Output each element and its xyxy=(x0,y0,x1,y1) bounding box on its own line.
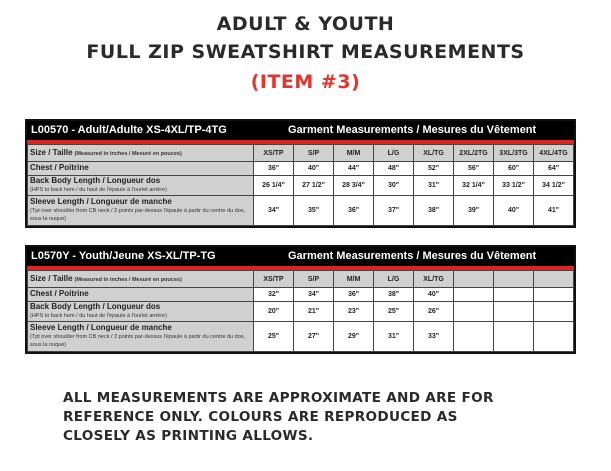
value-cell: 36" xyxy=(254,162,294,176)
value-cell: 36" xyxy=(334,288,374,302)
disclaimer xyxy=(63,389,583,446)
value-cell: 38" xyxy=(374,288,414,302)
value-cell: 33" xyxy=(414,322,454,352)
youth-chest-row xyxy=(28,288,574,302)
value-cell: 35" xyxy=(294,196,334,226)
empty-cell xyxy=(534,288,574,302)
row-label xyxy=(28,176,254,196)
size-label: Size / Taille xyxy=(30,147,73,157)
adult-style-code: L00570 - Adult/Adulte XS-4XL/TP-4TG xyxy=(31,124,227,136)
size-cell: XS/TP xyxy=(254,145,294,162)
youth-size-table xyxy=(25,245,576,354)
youth-size-label-cell xyxy=(28,271,254,288)
value-cell: 31" xyxy=(414,176,454,196)
adult-size-table xyxy=(25,119,576,228)
value-cell: 64" xyxy=(534,162,574,176)
heading-line-1: ADULT & YOUTH xyxy=(216,13,395,35)
empty-cell xyxy=(534,271,574,288)
value-cell: 25" xyxy=(374,302,414,322)
size-cell: S/P xyxy=(294,271,334,288)
youth-garment-header: Garment Measurements / Mesures du Vêtement xyxy=(288,250,537,262)
value-cell: 36" xyxy=(334,196,374,226)
row-label xyxy=(28,288,254,302)
adult-size-label-cell xyxy=(28,145,254,162)
value-cell: 27" xyxy=(294,322,334,352)
value-cell: 40" xyxy=(294,162,334,176)
row-label-text: Back Body Length / Longueur dos xyxy=(30,302,161,311)
value-cell: 40" xyxy=(414,288,454,302)
size-cell: 3XL/3TG xyxy=(494,145,534,162)
size-cell: XS/TP xyxy=(254,271,294,288)
value-cell: 37" xyxy=(374,196,414,226)
size-note: (Measured in inches / Mesuré en pouces) xyxy=(74,276,182,283)
value-cell: 52" xyxy=(414,162,454,176)
value-cell: 34 1/2" xyxy=(534,176,574,196)
youth-sleeve-length-row xyxy=(28,322,574,352)
value-cell: 56" xyxy=(454,162,494,176)
value-cell: 39" xyxy=(454,196,494,226)
size-cell: M/M xyxy=(334,271,374,288)
empty-cell xyxy=(534,302,574,322)
row-label xyxy=(28,196,254,226)
value-cell: 60" xyxy=(494,162,534,176)
row-note: (Tpt over shoulder from CB neck / 3 points par-dessus l'épaule à partir du centre du dos, sous la nuque) xyxy=(30,208,246,222)
value-cell: 40" xyxy=(494,196,534,226)
size-cell: L/G xyxy=(374,271,414,288)
disclaimer-line-1: ALL MEASUREMENTS ARE APPROXIMATE AND ARE FOR xyxy=(63,390,494,406)
adult-measurements-grid xyxy=(27,144,574,226)
empty-cell xyxy=(494,322,534,352)
row-note: (HPS to back hem / du haut de l'épaule à l'ourlet arrière) xyxy=(30,187,167,193)
empty-cell xyxy=(454,302,494,322)
value-cell: 27 1/2" xyxy=(294,176,334,196)
value-cell: 38" xyxy=(414,196,454,226)
empty-cell xyxy=(534,322,574,352)
adult-chest-row xyxy=(28,162,574,176)
empty-cell xyxy=(454,288,494,302)
value-cell: 34" xyxy=(294,288,334,302)
value-cell: 26 1/4" xyxy=(254,176,294,196)
youth-size-row xyxy=(28,271,574,288)
item-number: (ITEM #3) xyxy=(250,71,361,93)
size-note: (Measured in inches / Mesuré en pouces) xyxy=(74,150,182,157)
row-note: (HPS to back hem / du haut de l'épaule à l'ourlet arrière) xyxy=(30,313,167,319)
adult-table-header xyxy=(27,121,574,140)
value-cell: 25" xyxy=(254,322,294,352)
adult-garment-header: Garment Measurements / Mesures du Vêtement xyxy=(288,124,537,136)
value-cell: 20" xyxy=(254,302,294,322)
empty-cell xyxy=(494,288,534,302)
value-cell: 31" xyxy=(374,322,414,352)
row-label-text: Chest / Poitrine xyxy=(30,163,89,172)
disclaimer-line-3: CLOSELY AS PRINTING ALLOWS. xyxy=(63,428,314,444)
value-cell: 23" xyxy=(334,302,374,322)
row-label-text: Chest / Poitrine xyxy=(30,289,89,298)
row-label-text: Sleeve Length / Longueur de manche xyxy=(30,197,172,206)
value-cell: 33 1/2" xyxy=(494,176,534,196)
value-cell: 32 1/4" xyxy=(454,176,494,196)
size-cell: XL/TG xyxy=(414,145,454,162)
value-cell: 30" xyxy=(374,176,414,196)
value-cell: 26" xyxy=(414,302,454,322)
adult-size-row xyxy=(28,145,574,162)
value-cell: 34" xyxy=(254,196,294,226)
size-cell: L/G xyxy=(374,145,414,162)
youth-table-header xyxy=(27,247,574,266)
youth-back-length-row xyxy=(28,302,574,322)
row-note: (Tpt over shoulder from CB neck / 3 points par-dessus l'épaule à partir du centre du dos, sous la nuque) xyxy=(30,334,246,348)
size-cell: 4XL/4TG xyxy=(534,145,574,162)
empty-cell xyxy=(494,302,534,322)
size-cell: 2XL/2TG xyxy=(454,145,494,162)
value-cell: 21" xyxy=(294,302,334,322)
row-label xyxy=(28,322,254,352)
row-label-text: Sleeve Length / Longueur de manche xyxy=(30,323,172,332)
size-label: Size / Taille xyxy=(30,273,73,283)
value-cell: 44" xyxy=(334,162,374,176)
size-cell: M/M xyxy=(334,145,374,162)
value-cell: 41" xyxy=(534,196,574,226)
empty-cell xyxy=(494,271,534,288)
youth-measurements-grid xyxy=(27,270,574,352)
value-cell: 32" xyxy=(254,288,294,302)
value-cell: 28 3/4" xyxy=(334,176,374,196)
heading-line-2: FULL ZIP SWEATSHIRT MEASUREMENTS xyxy=(86,41,525,63)
value-cell: 29" xyxy=(334,322,374,352)
youth-style-code: L0570Y - Youth/Jeune XS-XL/TP-TG xyxy=(31,250,216,262)
adult-back-length-row xyxy=(28,176,574,196)
size-cell: XL/TG xyxy=(414,271,454,288)
row-label xyxy=(28,162,254,176)
row-label-text: Back Body Length / Longueur dos xyxy=(30,176,161,185)
value-cell: 48" xyxy=(374,162,414,176)
row-label xyxy=(28,302,254,322)
disclaimer-line-2: REFERENCE ONLY. COLOURS ARE REPRODUCED AS xyxy=(63,409,458,425)
adult-sleeve-length-row xyxy=(28,196,574,226)
size-cell: S/P xyxy=(294,145,334,162)
empty-cell xyxy=(454,322,494,352)
empty-cell xyxy=(454,271,494,288)
